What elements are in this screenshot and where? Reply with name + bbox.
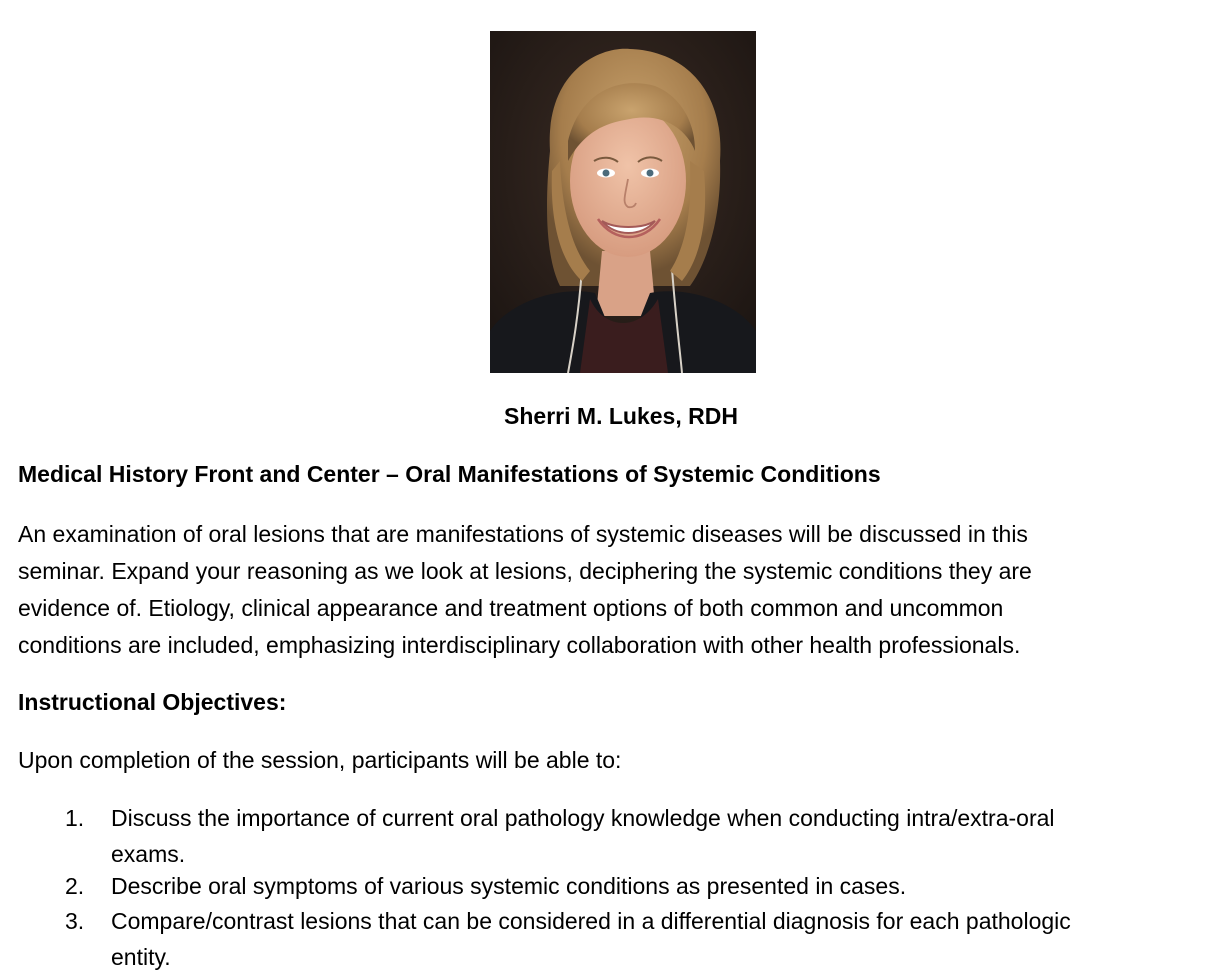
- objective-number: 3.: [65, 908, 85, 934]
- objective-text: [111, 870, 1212, 903]
- description-line: evidence of. Etiology, clinical appearance and treatment options of both common and uncommon: [18, 595, 1004, 621]
- objectives-list: [0, 800, 1212, 975]
- objective-line: Compare/contrast lesions that can be considered in a differential diagnosis for each pathologic: [111, 908, 1071, 934]
- objective-line: Discuss the importance of current oral pathology knowledge when conducting intra/extra-oral: [111, 805, 1055, 831]
- objective-line: exams.: [111, 841, 186, 867]
- objectives-heading: Instructional Objectives:: [18, 689, 287, 715]
- speaker-name: Sherri M. Lukes, RDH: [504, 403, 738, 429]
- objective-number: 2.: [65, 873, 85, 899]
- session-title: Medical History Front and Center – Oral Manifestations of Systemic Conditions: [18, 461, 881, 487]
- objective-item: [0, 800, 1212, 870]
- description-line: conditions are included, emphasizing interdisciplinary collaboration with other health professionals.: [18, 632, 1021, 658]
- speaker-photo: [490, 31, 756, 373]
- speaker-portrait-illustration: [490, 31, 756, 373]
- objective-line: Describe oral symptoms of various systemic conditions as presented in cases.: [111, 873, 907, 899]
- session-description: [18, 516, 1198, 664]
- objectives-intro: Upon completion of the session, participants will be able to:: [18, 747, 622, 773]
- description-line: seminar. Expand your reasoning as we look at lesions, deciphering the systemic conditions they are: [18, 558, 1032, 584]
- objective-text: [111, 800, 1212, 872]
- description-line: An examination of oral lesions that are manifestations of systemic diseases will be discussed in this: [18, 521, 1028, 547]
- objective-number: 1.: [65, 805, 85, 831]
- objective-item: [0, 870, 1212, 903]
- objective-item: [0, 903, 1212, 975]
- objective-text: [111, 903, 1212, 975]
- objective-line: entity.: [111, 944, 171, 970]
